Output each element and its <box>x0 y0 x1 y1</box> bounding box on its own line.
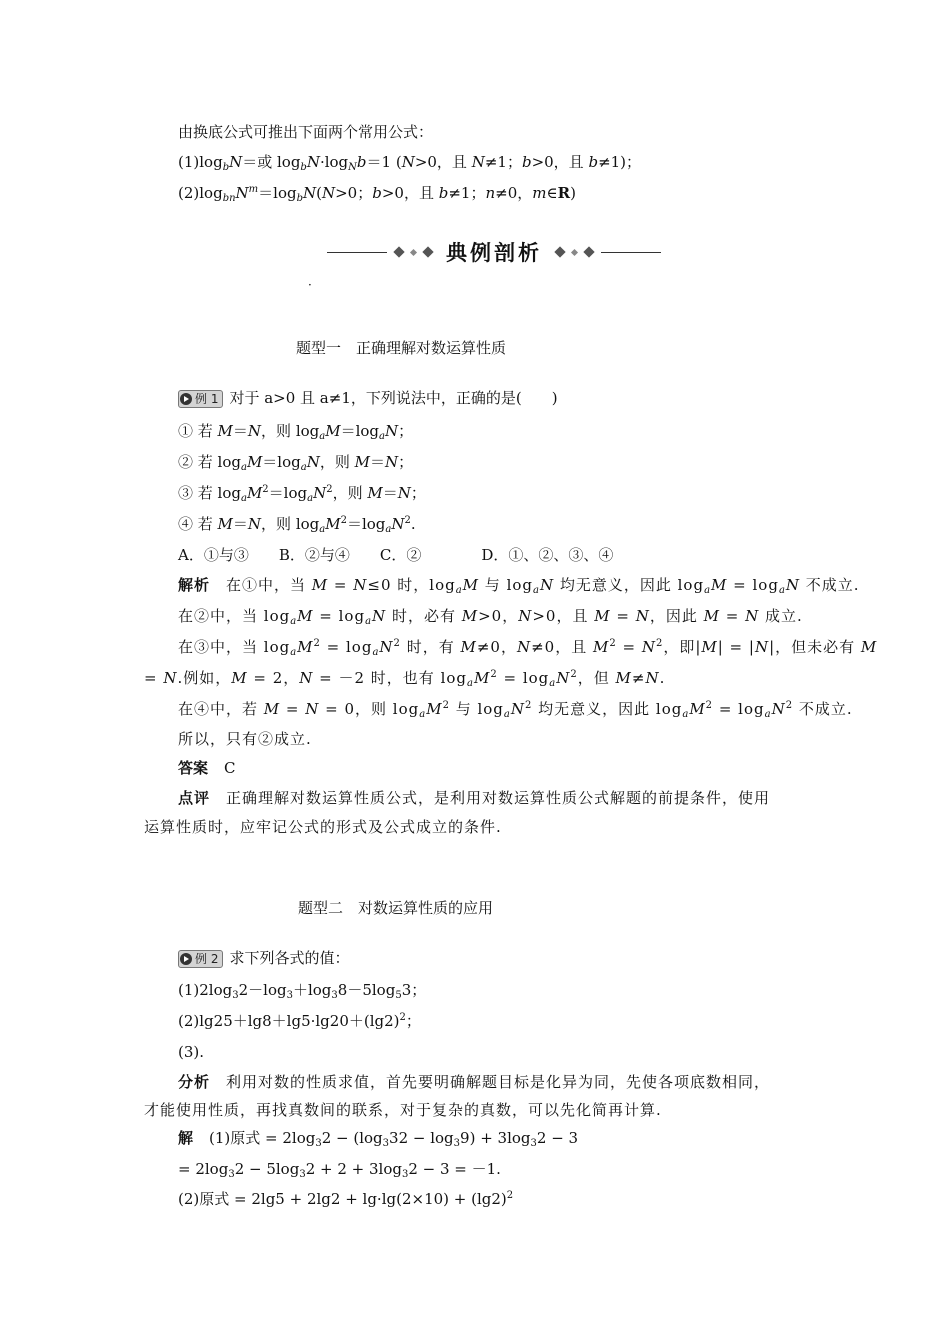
intro-heading: 由换底公式可推出下面两个常用公式： <box>178 123 434 141</box>
comment-label: 点评 <box>178 789 211 807</box>
formula-2: $(2)\log_{bn}N^m=\log_bN(N>0$；b>0，且 b≠1；n≠0，m∈R) <box>178 184 576 204</box>
divider-left <box>327 252 387 253</box>
ornament-right-icon <box>552 248 597 256</box>
analysis-conclusion: 所以，只有②成立. <box>178 730 312 748</box>
example2-question-line <box>178 948 349 968</box>
analysis-line-3: 在③中，当 $\log_aM^2 = \log_aN^2$ 时，有 M≠0，N≠0，且 $M^2 = N^2$，即|M| = |N|，但未必有 M <box>178 638 878 658</box>
analysis2-line-1: 分析 利用对数的性质求值，首先要明确解题目标是化异为同，先使各项底数相同， <box>178 1073 771 1091</box>
answer-line <box>178 758 236 778</box>
statement-4: ④ 若 M＝N，则 $\log_aM^2=\log_aN^2$. <box>178 515 416 535</box>
example1-badge: 例 1 <box>178 390 223 408</box>
example1-question: 对于 a>0 且 a≠1，下列说法中，正确的是( ) <box>229 389 558 407</box>
example1-question-line <box>178 388 558 408</box>
comment-line-1: 点评 正确理解对数运算性质公式，是利用对数运算性质公式解题的前提条件，使用 <box>178 789 771 807</box>
answer-options: A．①与③ B．②与④ C．② D．①、②、③、④ <box>178 546 614 564</box>
analysis-line-5: 在④中，若 M = N = 0，则 $\log_aM^2$ 与 $\log_aN^2$ 均无意义，因此 $\log_aM^2 = \log_aN^2$ 不成立. <box>178 700 853 720</box>
solution-line-3: (2)原式 = $2\lg 5 + 2\lg 2 + \lg\cdot\lg(2\times 10) + (\lg 2)^2$ <box>178 1190 514 1208</box>
analysis-line-4: = N.例如，M = 2，N = －2 时，也有 $\log_aM^2 = \log_aN^2$，但 M≠N. <box>144 669 666 689</box>
comment-line-2: 运算性质时，应牢记公式的形式及公式成立的条件. <box>144 818 502 836</box>
analysis2-line-2: 才能使用性质，再找真数间的联系，对于复杂的真数，可以先化简再计算. <box>144 1101 662 1119</box>
topic2-title: 题型二 对数运算性质的应用 <box>298 899 494 917</box>
play-icon <box>180 953 192 965</box>
play-icon <box>180 393 192 405</box>
section-header <box>316 236 672 268</box>
topic1-title: 题型一 正确理解对数运算性质 <box>296 339 507 357</box>
solution-line-2: = $2\log_32 - 5\log_32 + 2 + 3\log_32 - 3 = -1$. <box>178 1160 501 1180</box>
example2-question: 求下列各式的值： <box>229 949 350 967</box>
answer-value: C <box>224 759 236 777</box>
statement-1: ① 若 M＝N，则 $\log_aM=\log_aN$； <box>178 422 414 442</box>
example2-item-3: (3). <box>178 1043 205 1061</box>
answer-label: 答案 <box>178 759 209 777</box>
statement-3: ③ 若 $\log_aM^2=\log_aN^2$，则 M＝N； <box>178 484 426 504</box>
formula-1: $(1)\log_bN=$或 $\log_bN\cdot\log_Nb=1$ (N>0，且 N≠1；b>0，且 b≠1)； <box>178 153 642 173</box>
analysis-label: 解析 <box>178 576 211 594</box>
section-title: 典例剖析 <box>446 241 542 265</box>
solution-line-1: 解 (1)原式 = $2\log_32 - (\log_332 - \log_39) + 3\log_32 - 3$ <box>178 1129 579 1149</box>
analysis2-label: 分析 <box>178 1073 211 1091</box>
analysis-line-1: 解析 在①中，当 M = N≤0 时，$\log_aM$ 与 $\log_aN$ 均无意义，因此 $\log_aM = \log_aN$ 不成立. <box>178 576 860 596</box>
example2-badge: 例 2 <box>178 950 223 968</box>
ornament-left-icon <box>391 248 436 256</box>
divider-right <box>601 252 661 253</box>
solution-label: 解 <box>178 1129 194 1147</box>
statement-2: ② 若 $\log_aM=\log_aN$，则 M＝N； <box>178 453 414 473</box>
analysis-line-2: 在②中，当 $\log_aM = \log_aN$ 时，必有 M>0，N>0，且 M = N，因此 M = N 成立. <box>178 607 803 627</box>
example2-item-1: $(1)2\log_32-\log_3+\log_38-5\log_53$； <box>178 981 427 1001</box>
stray-dot: · <box>308 278 312 292</box>
example2-item-2: $(2)\lg 25+\lg 8+\lg 5\cdot\lg 20+(\lg 2)^2$； <box>178 1012 421 1030</box>
